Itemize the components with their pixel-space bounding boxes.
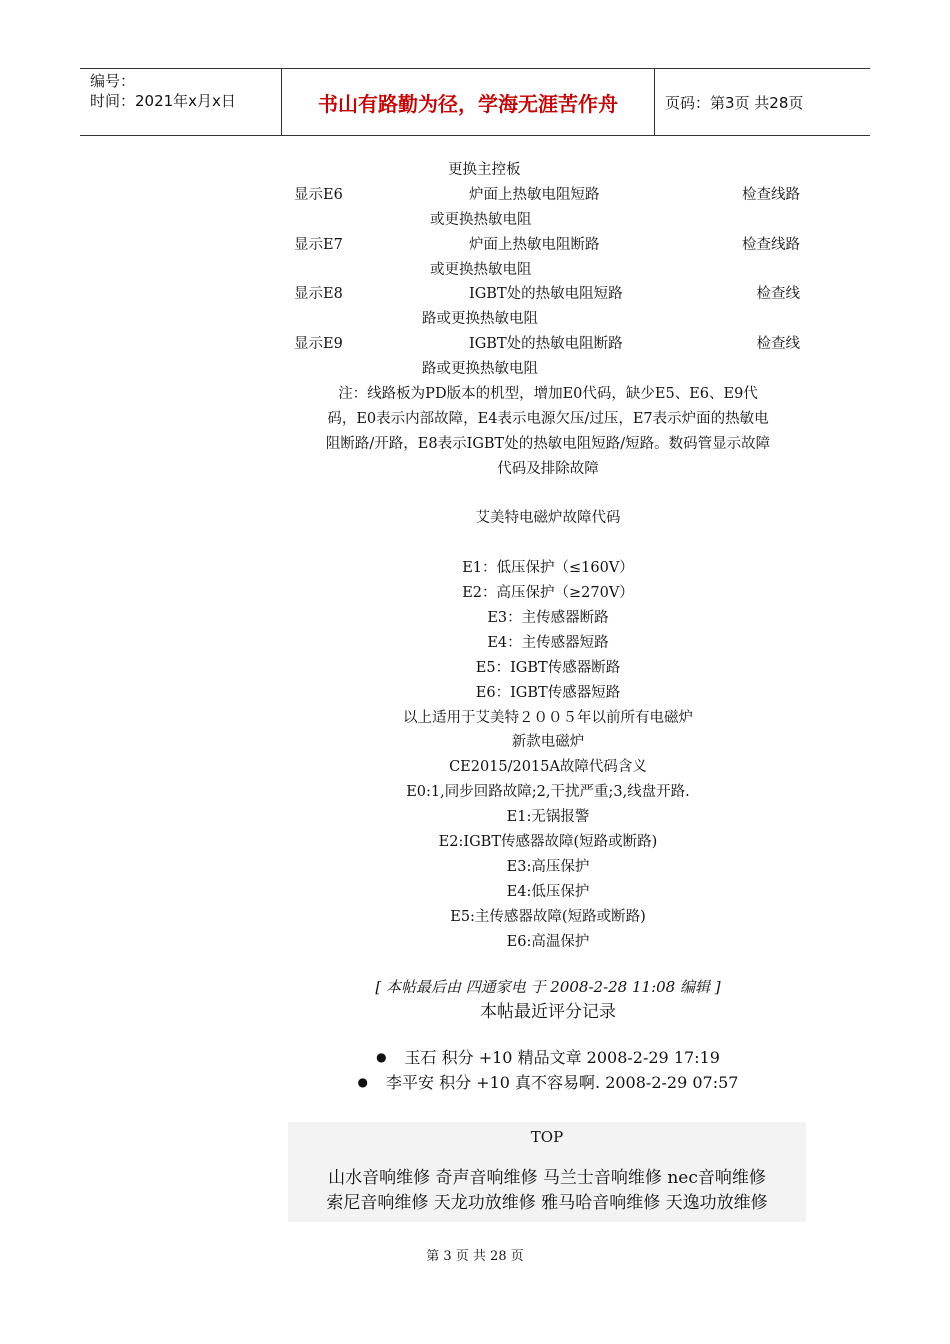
spacer bbox=[288, 482, 808, 507]
top-box bbox=[288, 1122, 806, 1222]
note-line: 注：线路板为PD版本的机型，增加E0代码，缺少E5、E6、E9代 bbox=[338, 386, 758, 403]
fault-action: 检查线路 bbox=[742, 186, 800, 203]
note-line: 码，E0表示内部故障，E4表示电源欠压/过压，E7表示炉面的热敏电 bbox=[327, 410, 769, 427]
text-line: 或更换热敏电阻 bbox=[430, 211, 532, 228]
links-row[interactable]: 索尼音响维修 天龙功放维修 雅马哈音响维修 天逸功放维修 bbox=[326, 1193, 768, 1213]
text-line: 更换主控板 bbox=[448, 162, 521, 178]
fault-cause: 炉面上热敏电阻断路 bbox=[469, 236, 600, 253]
code-line: E3:高压保护 bbox=[506, 858, 590, 875]
note-line: 阻断路/开路，E8表示IGBT处的热敏电阻短路/短路。数码管显示故障 bbox=[325, 435, 771, 452]
page-footer: 第 3 页 共 28 页 bbox=[426, 1249, 524, 1264]
code-line: E2：高压保护（≥270V） bbox=[462, 585, 634, 602]
text-line: 路或更换热敏电阻 bbox=[422, 311, 538, 328]
fault-code: 显示E6 bbox=[294, 186, 343, 203]
code-line: 新款电磁炉 bbox=[511, 734, 585, 751]
code-line: E6:高温保护 bbox=[506, 933, 590, 950]
fault-action: 检查线 bbox=[756, 286, 800, 303]
time-label: 时间：2021年x月x日 bbox=[90, 92, 236, 110]
code-line: E5:主传感器故障(短路或断路) bbox=[450, 908, 646, 925]
fault-action: 检查线路 bbox=[742, 236, 800, 253]
section-title: 艾美特电磁炉故障代码 bbox=[475, 510, 621, 527]
fault-cause: IGBT处的热敏电阻断路 bbox=[469, 336, 623, 353]
code-line: E1:无锅报警 bbox=[506, 809, 590, 826]
code-line: E2:IGBT传感器故障(短路或断路) bbox=[438, 834, 658, 851]
edit-note: [ 本帖最后由 四通家电 于 2008-2-28 11:08 编辑 ] bbox=[375, 977, 721, 996]
rating-entry: 李平安 积分 +10 真不容易啊. 2008-2-29 07:57 bbox=[386, 1073, 739, 1093]
bullet-icon: ● bbox=[357, 1075, 368, 1090]
code-line: E4：主传感器短路 bbox=[487, 634, 609, 651]
fault-row bbox=[288, 183, 808, 208]
fault-action: 检查线 bbox=[756, 336, 800, 353]
code-line: E1：低压保护（≤160V） bbox=[462, 560, 634, 577]
bullet-icon: ● bbox=[376, 1050, 387, 1065]
document-body bbox=[288, 158, 808, 1095]
code-line: E4:低压保护 bbox=[506, 883, 590, 900]
code-line: E5：IGBT传感器断路 bbox=[475, 659, 621, 676]
code-line: E6：IGBT传感器短路 bbox=[475, 684, 621, 701]
header-motto: 书山有路勤为径，学海无涯苦作舟 bbox=[282, 69, 655, 135]
top-link[interactable]: TOP bbox=[530, 1128, 564, 1146]
fault-row bbox=[288, 282, 808, 307]
header-page-label: 页码：第3页 共28页 bbox=[665, 93, 804, 112]
fault-cause: 炉面上热敏电阻短路 bbox=[469, 186, 600, 203]
text-line: 或更换热敏电阻 bbox=[430, 261, 532, 278]
spacer bbox=[288, 531, 808, 556]
fault-row bbox=[288, 233, 808, 258]
service-links bbox=[288, 1166, 806, 1216]
number-label: 编号： bbox=[90, 72, 136, 90]
code-line: E0:1,同步回路故障;2,干扰严重;3,线盘开路. bbox=[406, 784, 690, 801]
code-line: 以上适用于艾美特２００５年以前所有电磁炉 bbox=[403, 709, 693, 726]
links-row[interactable]: 山水音响维修 奇声音响维修 马兰士音响维修 nec音响维修 bbox=[328, 1168, 766, 1188]
note-line: 代码及排除故障 bbox=[497, 460, 599, 477]
code-line: E3：主传感器断路 bbox=[487, 610, 609, 627]
fault-row bbox=[288, 332, 808, 357]
rating-list bbox=[288, 1045, 808, 1095]
rating-entry: 玉石 积分 +10 精品文章 2008-2-29 17:19 bbox=[404, 1048, 720, 1068]
page-header bbox=[80, 68, 870, 136]
list-item bbox=[288, 1045, 808, 1070]
fault-code: 显示E8 bbox=[294, 286, 343, 303]
fault-cause: IGBT处的热敏电阻短路 bbox=[469, 286, 623, 303]
list-item bbox=[288, 1070, 808, 1095]
rating-title: 本帖最近评分记录 bbox=[480, 1002, 616, 1023]
fault-code: 显示E9 bbox=[294, 336, 343, 353]
header-meta bbox=[80, 69, 282, 135]
code-line: CE2015/2015A故障代码含义 bbox=[449, 759, 647, 776]
fault-code: 显示E7 bbox=[294, 236, 343, 253]
text-line: 路或更换热敏电阻 bbox=[422, 361, 538, 378]
